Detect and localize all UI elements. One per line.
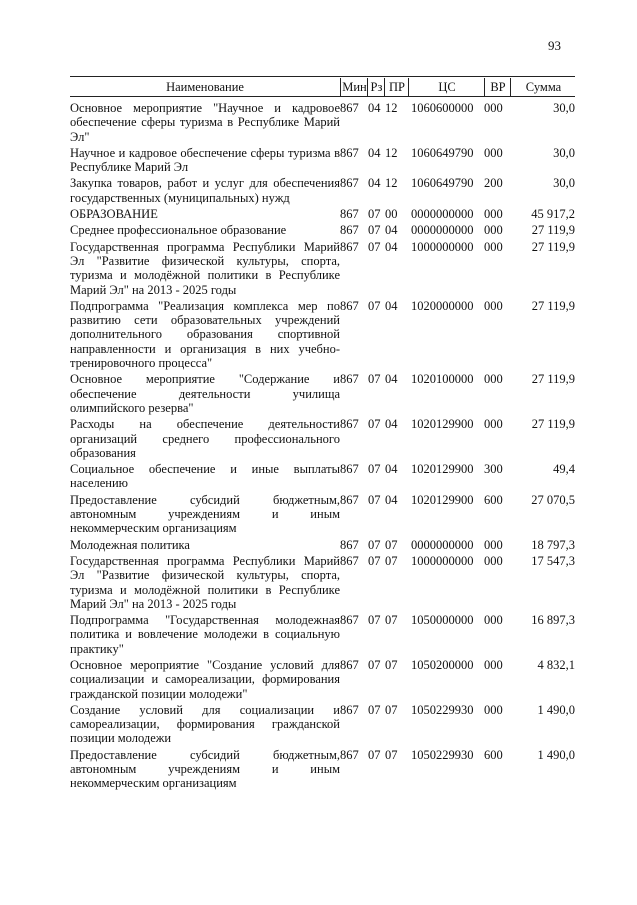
cell-vr: 000 bbox=[484, 613, 503, 628]
cell-sum: 27 119,9 bbox=[531, 239, 575, 254]
cell-rz: 07 bbox=[368, 537, 381, 552]
cell-pr: 04 bbox=[385, 239, 398, 254]
cell-vr: 200 bbox=[484, 176, 503, 191]
cell-pr: 12 bbox=[385, 176, 398, 191]
table-row bbox=[70, 417, 575, 462]
cell-name: Создание условий для социализации и самореализации, формирования гражданской позиции молодежи bbox=[70, 702, 340, 746]
header-name: Наименование bbox=[166, 80, 244, 94]
header-rz: Рз bbox=[367, 78, 385, 96]
cell-min: 867 bbox=[340, 101, 359, 115]
cell-min: 867 bbox=[340, 462, 359, 477]
cell-sum: 49,4 bbox=[553, 462, 575, 477]
cell-min: 867 bbox=[340, 613, 359, 628]
cell-sum: 30,0 bbox=[553, 145, 575, 160]
cell-rz: 07 bbox=[368, 492, 381, 507]
cell-sum: 4 832,1 bbox=[537, 657, 575, 672]
header-min: Мин bbox=[340, 78, 368, 96]
cell-min: 867 bbox=[340, 207, 359, 222]
cell-cs: 1020000000 bbox=[411, 298, 474, 313]
cell-cs: 0000000000 bbox=[411, 223, 474, 238]
cell-vr: 000 bbox=[484, 207, 503, 222]
cell-sum: 27 119,9 bbox=[531, 417, 575, 432]
cell-cs: 1000000000 bbox=[411, 553, 474, 568]
cell-name: Социальное обеспечение и иные выплаты населению bbox=[70, 462, 340, 491]
cell-cs: 1020129900 bbox=[411, 492, 474, 507]
table-row bbox=[70, 554, 575, 613]
cell-name: Предоставление субсидий бюджетным, автономным учреждениям и иным некоммерческим организациям bbox=[70, 492, 340, 536]
table-row bbox=[70, 176, 575, 207]
table-row bbox=[70, 462, 575, 493]
cell-pr: 12 bbox=[385, 101, 398, 115]
table-row bbox=[70, 207, 575, 223]
cell-cs: 1060649790 bbox=[411, 145, 474, 160]
table-row bbox=[70, 146, 575, 177]
table-row bbox=[70, 748, 575, 793]
cell-pr: 12 bbox=[385, 145, 398, 160]
cell-min: 867 bbox=[340, 702, 359, 717]
cell-pr: 04 bbox=[385, 223, 398, 238]
cell-name: Расходы на обеспечение деятельности организаций среднего профессионального образования bbox=[70, 417, 340, 460]
table-row bbox=[70, 538, 575, 554]
budget-table bbox=[70, 101, 575, 793]
cell-rz: 07 bbox=[368, 747, 381, 762]
cell-name: Основное мероприятие "Научное и кадровое обеспечение сферы туризма в Республике Марий Эл" bbox=[70, 101, 340, 144]
cell-vr: 000 bbox=[484, 537, 503, 552]
cell-rz: 07 bbox=[368, 613, 381, 628]
cell-min: 867 bbox=[340, 657, 359, 672]
cell-rz: 07 bbox=[368, 657, 381, 672]
cell-vr: 000 bbox=[484, 239, 503, 254]
cell-rz: 07 bbox=[368, 207, 381, 222]
cell-name: Государственная программа Республики Марий Эл "Развитие физической культуры, спорта, туризма и молодёжной политики в Республике Марий Эл" на 2013 - 2025 годы bbox=[70, 553, 340, 611]
cell-rz: 07 bbox=[368, 702, 381, 717]
cell-vr: 000 bbox=[484, 101, 503, 115]
cell-vr: 000 bbox=[484, 372, 503, 387]
cell-name: Молодежная политика bbox=[70, 537, 190, 552]
cell-rz: 07 bbox=[368, 372, 381, 387]
cell-pr: 07 bbox=[385, 747, 398, 762]
cell-cs: 1020100000 bbox=[411, 372, 474, 387]
cell-pr: 07 bbox=[385, 702, 398, 717]
cell-cs: 1020129900 bbox=[411, 417, 474, 432]
page-number: 93 bbox=[548, 38, 561, 53]
cell-cs: 1060649790 bbox=[411, 176, 474, 191]
cell-cs: 0000000000 bbox=[411, 537, 474, 552]
cell-vr: 000 bbox=[484, 702, 503, 717]
cell-rz: 07 bbox=[368, 417, 381, 432]
cell-pr: 04 bbox=[385, 492, 398, 507]
cell-name: Подпрограмма "Реализация комплекса мер по развитию сети образовательных учреждений дополнительного образования спортивной направленности и организация в них учебно-тренировочного процесса" bbox=[70, 298, 340, 371]
cell-rz: 07 bbox=[368, 239, 381, 254]
cell-name: Среднее профессиональное образование bbox=[70, 223, 287, 238]
header-sum: Сумма bbox=[510, 78, 576, 96]
cell-pr: 07 bbox=[385, 537, 398, 552]
table-row bbox=[70, 372, 575, 417]
cell-cs: 1060600000 bbox=[411, 101, 474, 115]
cell-min: 867 bbox=[340, 223, 359, 238]
cell-name: Основное мероприятие "Содержание и обеспечение деятельности училища олимпийского резерва" bbox=[70, 372, 340, 415]
cell-rz: 07 bbox=[368, 298, 381, 313]
cell-pr: 04 bbox=[385, 462, 398, 477]
cell-name: Предоставление субсидий бюджетным, автономным учреждениям и иным некоммерческим организациям bbox=[70, 747, 340, 791]
cell-cs: 1000000000 bbox=[411, 239, 474, 254]
cell-vr: 000 bbox=[484, 553, 503, 568]
cell-vr: 000 bbox=[484, 657, 503, 672]
cell-min: 867 bbox=[340, 372, 359, 387]
cell-min: 867 bbox=[340, 239, 359, 254]
cell-pr: 04 bbox=[385, 372, 398, 387]
cell-rz: 07 bbox=[368, 553, 381, 568]
table-row bbox=[70, 703, 575, 748]
cell-pr: 07 bbox=[385, 657, 398, 672]
header-vr: ВР bbox=[484, 78, 511, 96]
cell-sum: 27 119,9 bbox=[531, 223, 575, 238]
table-row bbox=[70, 223, 575, 239]
cell-min: 867 bbox=[340, 417, 359, 432]
cell-vr: 000 bbox=[484, 298, 503, 313]
cell-rz: 07 bbox=[368, 462, 381, 477]
cell-rz: 04 bbox=[368, 145, 381, 160]
header-cs: ЦС bbox=[408, 78, 485, 96]
cell-vr: 000 bbox=[484, 223, 503, 238]
cell-cs: 1050229930 bbox=[411, 747, 474, 762]
header-rule-bottom bbox=[70, 96, 575, 97]
table-row bbox=[70, 613, 575, 658]
cell-name: Государственная программа Республики Марий Эл "Развитие физической культуры, спорта, туризма и молодёжной политики в Республике Марий Эл" на 2013 - 2025 годы bbox=[70, 239, 340, 297]
cell-sum: 30,0 bbox=[553, 101, 575, 115]
cell-sum: 1 490,0 bbox=[537, 747, 575, 762]
table-row bbox=[70, 493, 575, 538]
budget-table-body bbox=[70, 101, 575, 793]
cell-sum: 45 917,2 bbox=[531, 207, 575, 222]
cell-cs: 1050000000 bbox=[411, 613, 474, 628]
cell-cs: 1020129900 bbox=[411, 462, 474, 477]
cell-sum: 18 797,3 bbox=[531, 537, 575, 552]
cell-min: 867 bbox=[340, 747, 359, 762]
cell-rz: 04 bbox=[368, 176, 381, 191]
cell-name: Научное и кадровое обеспечение сферы туризма в Республике Марий Эл bbox=[70, 145, 340, 175]
header-rule-top bbox=[70, 76, 575, 77]
cell-min: 867 bbox=[340, 145, 359, 160]
cell-vr: 600 bbox=[484, 747, 503, 762]
cell-name: ОБРАЗОВАНИЕ bbox=[70, 207, 158, 222]
cell-min: 867 bbox=[340, 298, 359, 313]
table-row bbox=[70, 299, 575, 372]
cell-sum: 1 490,0 bbox=[537, 702, 575, 717]
table-row bbox=[70, 101, 575, 146]
table-row bbox=[70, 240, 575, 299]
cell-vr: 300 bbox=[484, 462, 503, 477]
cell-sum: 16 897,3 bbox=[531, 613, 575, 628]
cell-rz: 07 bbox=[368, 223, 381, 238]
cell-vr: 000 bbox=[484, 417, 503, 432]
cell-name: Подпрограмма "Государственная молодежная политика и вовлечение молодежи в социальную практику" bbox=[70, 613, 340, 656]
cell-vr: 000 bbox=[484, 145, 503, 160]
cell-pr: 04 bbox=[385, 298, 398, 313]
cell-min: 867 bbox=[340, 176, 359, 191]
cell-sum: 27 119,9 bbox=[531, 298, 575, 313]
cell-name: Основное мероприятие "Создание условий для социализации и самореализации, формирования гражданской позиции молодежи" bbox=[70, 657, 340, 701]
cell-name: Закупка товаров, работ и услуг для обеспечения государственных (муниципальных) нужд bbox=[70, 176, 340, 205]
cell-min: 867 bbox=[340, 492, 359, 507]
cell-cs: 1050200000 bbox=[411, 657, 474, 672]
cell-rz: 04 bbox=[368, 101, 381, 115]
cell-min: 867 bbox=[340, 537, 359, 552]
cell-sum: 27 119,9 bbox=[531, 372, 575, 387]
cell-min: 867 bbox=[340, 553, 359, 568]
cell-pr: 07 bbox=[385, 553, 398, 568]
cell-pr: 00 bbox=[385, 207, 398, 222]
cell-pr: 04 bbox=[385, 417, 398, 432]
cell-sum: 30,0 bbox=[553, 176, 575, 191]
cell-cs: 1050229930 bbox=[411, 702, 474, 717]
table-row bbox=[70, 658, 575, 703]
cell-vr: 600 bbox=[484, 492, 503, 507]
header-pr: ПР bbox=[384, 78, 409, 96]
cell-sum: 17 547,3 bbox=[531, 553, 575, 568]
cell-cs: 0000000000 bbox=[411, 207, 474, 222]
cell-pr: 07 bbox=[385, 613, 398, 628]
cell-sum: 27 070,5 bbox=[531, 492, 575, 507]
